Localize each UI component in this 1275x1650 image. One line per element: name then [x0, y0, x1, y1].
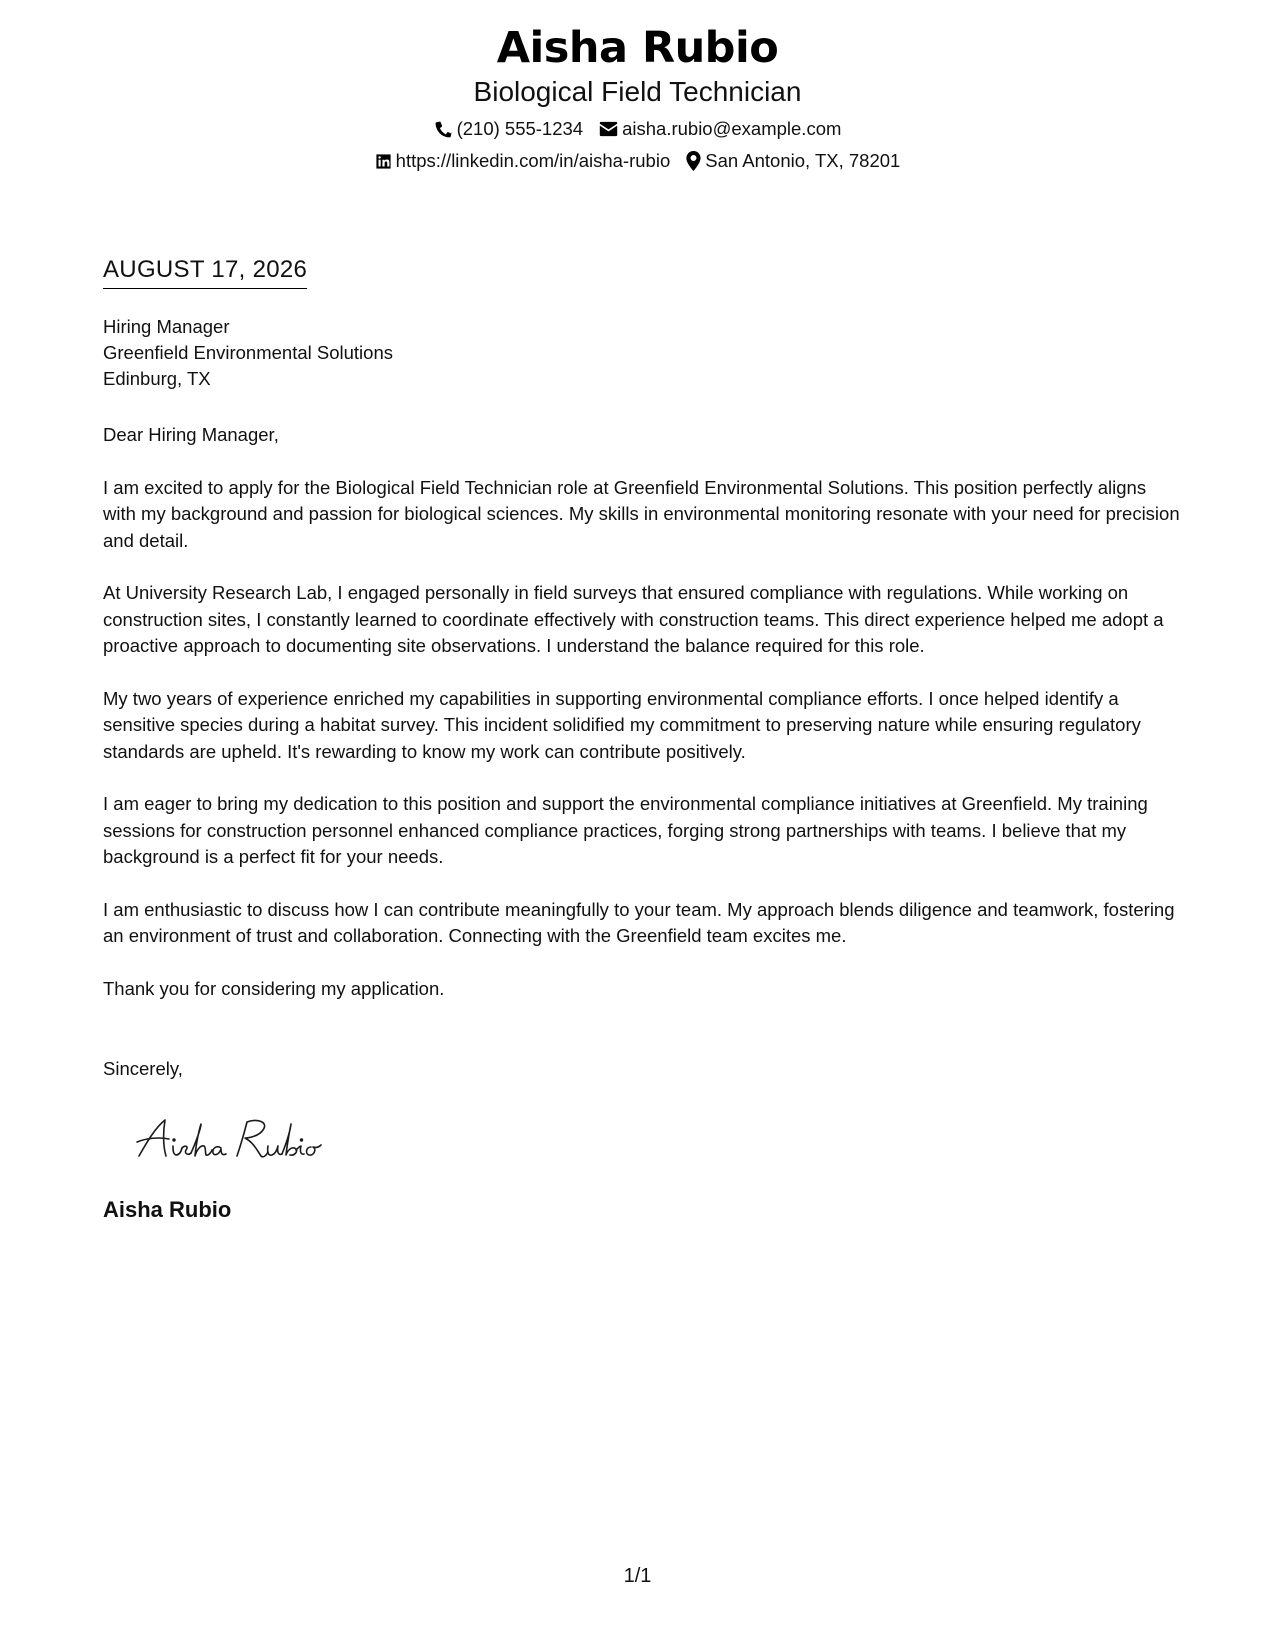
contact-row-primary	[0, 117, 1275, 141]
linkedin-icon	[375, 153, 392, 170]
contact-email	[599, 117, 841, 141]
paragraph: I am excited to apply for the Biological Field Technician role at Greenfield Environmental Solutions. This position perfectly aligns with my background and passion for biological sciences. My skills in environmental monitoring resonate with your need for precision and detail.	[103, 476, 1180, 551]
email-text: aisha.rubio@example.com	[622, 118, 842, 139]
contact-location	[686, 149, 900, 173]
recipient-title: Hiring Manager	[103, 316, 230, 337]
salutation: Dear Hiring Manager,	[103, 424, 279, 445]
phone-text: (210) 555-1234	[456, 118, 584, 139]
page-number: 1/1	[623, 1565, 652, 1587]
envelope-icon	[599, 121, 618, 137]
handwritten-signature	[133, 1112, 343, 1173]
applicant-name: Aisha Rubio	[496, 23, 779, 73]
contact-row-secondary	[0, 149, 1275, 173]
phone-icon	[434, 120, 453, 139]
recipient-block	[103, 314, 393, 392]
linkedin-text: https://linkedin.com/in/aisha-rubio	[395, 150, 671, 171]
letter-date: AUGUST 17, 2026	[103, 255, 307, 289]
contact-phone	[434, 117, 584, 141]
closing: Sincerely,	[103, 1058, 183, 1079]
letter-content	[103, 422, 1183, 1028]
map-pin-icon	[686, 151, 701, 171]
paragraph: I am eager to bring my dedication to this position and support the environmental compliance initiatives at Greenfield. My training sessions for construction personnel enhanced compliance practices, forging strong partnerships with teams. I believe that my background is a perfect fit for your needs.	[103, 793, 1148, 867]
letter-header	[0, 22, 1275, 173]
recipient-company: Greenfield Environmental Solutions	[103, 342, 393, 363]
contact-linkedin	[375, 149, 671, 173]
paragraph: My two years of experience enriched my capabilities in supporting environmental compliance efforts. I once helped identify a sensitive species during a habitat survey. This incident solidified my commitment to preserving nature while ensuring regulatory standards are upheld. It's rewarding to know my work can contribute positively.	[103, 687, 1141, 762]
location-text: San Antonio, TX, 78201	[705, 150, 901, 171]
applicant-role: Biological Field Technician	[473, 76, 802, 107]
signature-image	[133, 1112, 343, 1168]
paragraph: I am enthusiastic to discuss how I can contribute meaningfully to your team. My approach blends diligence and teamwork, fostering an environment of trust and collaboration. Connecting with the Greenfield team excites me.	[103, 898, 1175, 946]
thanks-line: Thank you for considering my application.	[103, 977, 445, 999]
recipient-city: Edinburg, TX	[103, 368, 211, 389]
signed-name: Aisha Rubio	[103, 1197, 232, 1222]
paragraph: At University Research Lab, I engaged personally in field surveys that ensured compliance with regulations. While working on construction sites, I constantly learned to coordinate effectively with construction teams. This direct experience helped me adopt a proactive approach to documenting site observations. I understand the balance required for this role.	[103, 582, 1164, 656]
